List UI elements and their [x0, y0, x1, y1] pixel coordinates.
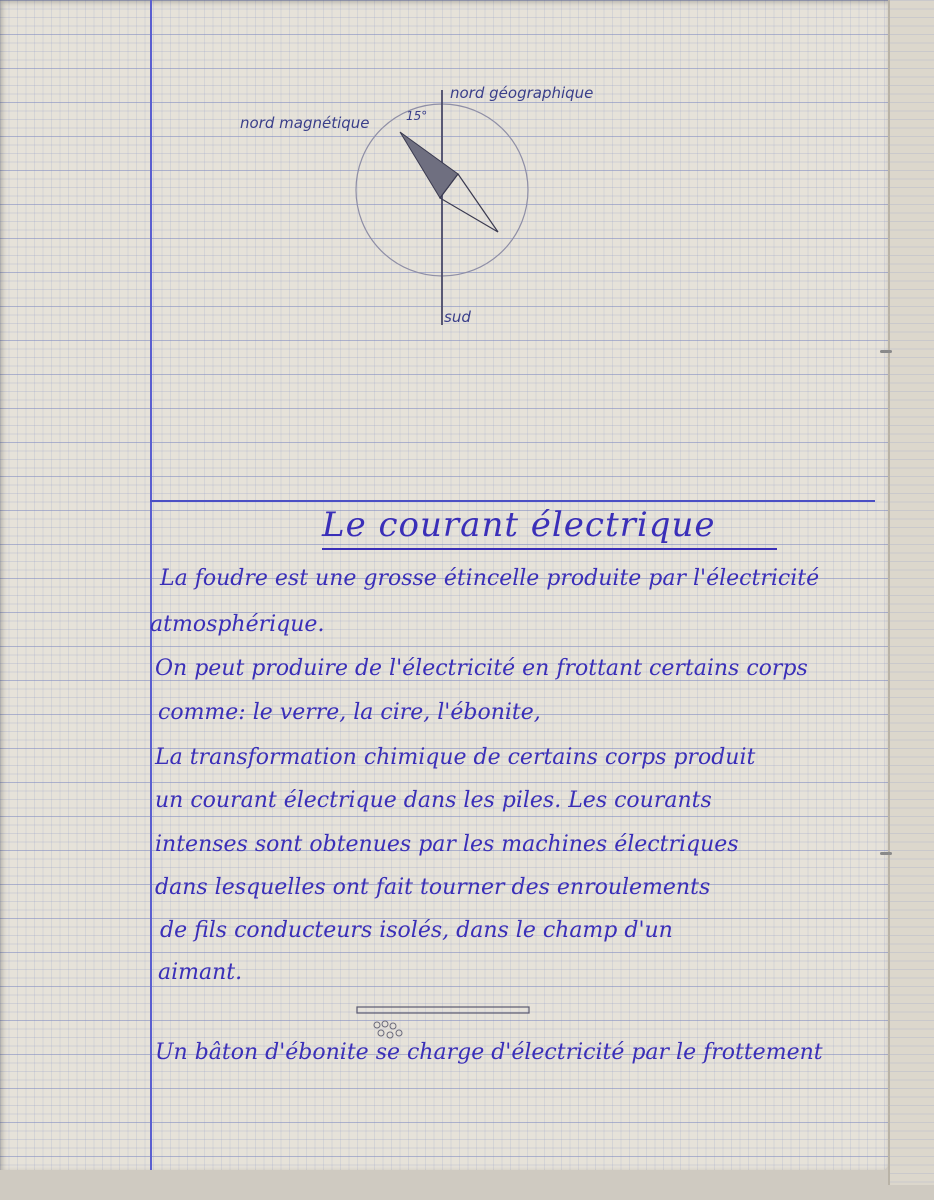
text-line: de fils conducteurs isolés, dans le champ d'un [160, 918, 673, 943]
binding-stitch [880, 852, 892, 855]
text-line: comme: le verre, la cire, l'ébonite, [158, 700, 541, 725]
text-line: intenses sont obtenues par les machines électriques [155, 832, 739, 857]
compass-diagram [230, 70, 670, 340]
text-line: La foudre est une grosse étincelle produite par l'électricité [160, 566, 820, 591]
compass-drawing [230, 70, 670, 340]
text-line: dans lesquelles ont fait tourner des enroulements [155, 875, 711, 900]
text-line: un courant électrique dans les piles. Les courants [155, 788, 712, 813]
label-north-mag: nord magnétique [240, 114, 370, 132]
label-south: sud [444, 308, 471, 326]
adjacent-page-edge [888, 0, 934, 1185]
section-title: Le courant électrique [322, 505, 716, 545]
section-divider [150, 500, 875, 502]
label-angle: 15° [406, 109, 428, 123]
text-line: La transformation chimique de certains corps produit [155, 745, 756, 770]
title-underline [322, 548, 777, 550]
text-line: aimant. [158, 960, 243, 985]
needle-north-half [400, 132, 458, 198]
margin-line [150, 0, 152, 1170]
text-line: Un bâton d'ébonite se charge d'électricité par le frottement [155, 1040, 823, 1065]
text-line: atmosphérique. [150, 612, 325, 637]
ebonite-rod-drawing [355, 1005, 535, 1045]
text-line: On peut produire de l'électricité en frottant certains corps [155, 656, 808, 681]
binding-stitch [880, 350, 892, 353]
label-north-geo: nord géographique [450, 84, 594, 102]
